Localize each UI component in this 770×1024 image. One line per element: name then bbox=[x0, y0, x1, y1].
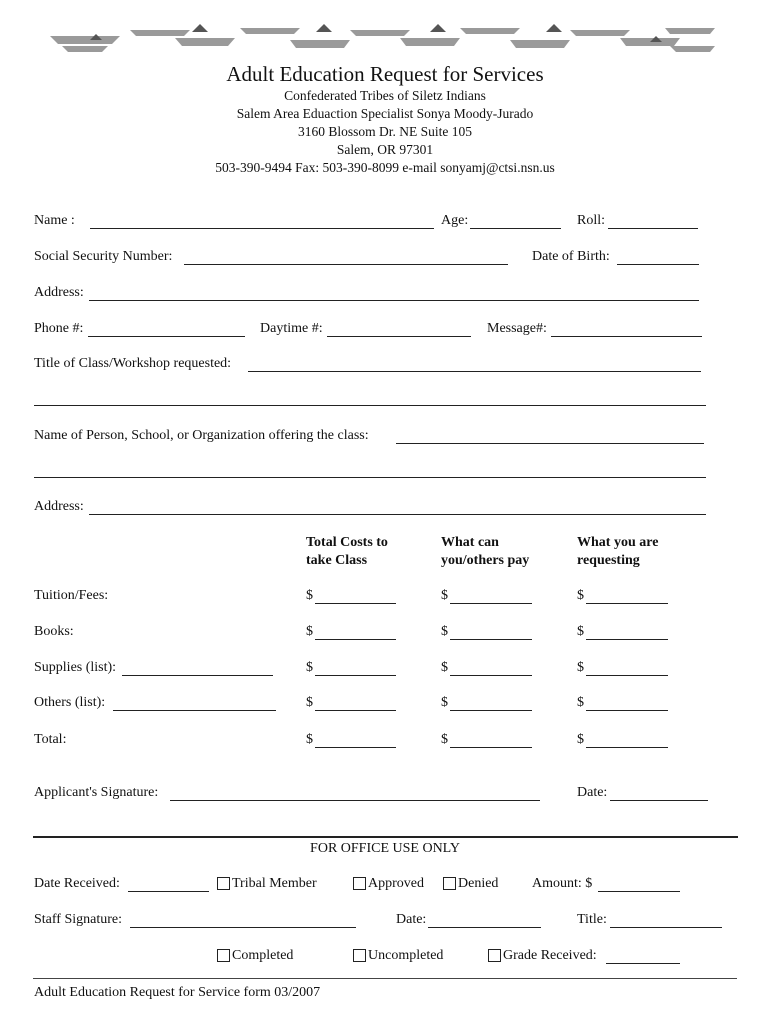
grade-received-label: Grade Received: bbox=[503, 948, 597, 963]
books-request-field[interactable] bbox=[586, 639, 668, 640]
class-title-field[interactable] bbox=[248, 371, 701, 372]
date-received-field[interactable] bbox=[128, 891, 209, 892]
city-address: Salem, OR 97301 bbox=[336, 142, 434, 157]
age-field[interactable] bbox=[470, 228, 561, 229]
class-title-field-line2[interactable] bbox=[34, 405, 706, 406]
street-address: 3160 Blossom Dr. NE Suite 105 bbox=[297, 124, 472, 139]
books-pay-field[interactable] bbox=[450, 639, 532, 640]
cost-row-label: Supplies (list): bbox=[34, 660, 117, 675]
dob-label: Date of Birth: bbox=[532, 249, 610, 264]
staff-signature-label: Staff Signature: bbox=[34, 912, 123, 927]
amount-field[interactable] bbox=[598, 891, 680, 892]
currency-symbol: $ bbox=[441, 732, 448, 747]
col-header-requesting: What you are requesting bbox=[577, 535, 659, 568]
daytime-field[interactable] bbox=[327, 336, 471, 337]
footer-divider bbox=[33, 978, 737, 979]
office-use-heading: FOR OFFICE USE ONLY bbox=[310, 841, 460, 856]
currency-symbol: $ bbox=[441, 588, 448, 603]
message-field[interactable] bbox=[551, 336, 702, 337]
office-date-label: Date: bbox=[396, 912, 427, 927]
address-label: Address: bbox=[34, 285, 84, 300]
provider-label: Name of Person, School, or Organization offering the class: bbox=[34, 428, 369, 443]
completed-label: Completed bbox=[232, 948, 294, 963]
phone-label: Phone #: bbox=[34, 321, 84, 336]
currency-symbol: $ bbox=[306, 732, 313, 747]
cost-row-label: Total: bbox=[34, 732, 67, 747]
message-label: Message#: bbox=[487, 321, 547, 336]
tuition-request-field[interactable] bbox=[586, 603, 668, 604]
supplies-list-field[interactable] bbox=[122, 675, 273, 676]
specialist-line: Salem Area Eduaction Specialist Sonya Moody-Jurado bbox=[236, 106, 534, 121]
ssn-field[interactable] bbox=[184, 264, 508, 265]
name-label: Name : bbox=[34, 213, 75, 228]
supplies-total-field[interactable] bbox=[315, 675, 396, 676]
approved-label: Approved bbox=[368, 876, 424, 891]
currency-symbol: $ bbox=[306, 660, 313, 675]
contact-line: 503-390-9494 Fax: 503-390-8099 e-mail sonyamj@ctsi.nsn.us bbox=[215, 160, 555, 175]
tuition-pay-field[interactable] bbox=[450, 603, 532, 604]
currency-symbol: $ bbox=[577, 660, 584, 675]
signature-date-label: Date: bbox=[577, 785, 608, 800]
office-title-label: Title: bbox=[577, 912, 607, 927]
form-title: Adult Education Request for Services bbox=[226, 62, 544, 86]
form-id: Adult Education Request for Service form 03/2007 bbox=[34, 985, 321, 1000]
denied-checkbox[interactable] bbox=[443, 877, 456, 890]
tribal-member-checkbox[interactable] bbox=[217, 877, 230, 890]
denied-label: Denied bbox=[458, 876, 499, 891]
col-header-total-costs: Total Costs to take Class bbox=[306, 535, 388, 568]
address-field[interactable] bbox=[89, 300, 699, 301]
currency-symbol: $ bbox=[577, 732, 584, 747]
tribal-member-label: Tribal Member bbox=[232, 876, 317, 891]
office-divider bbox=[33, 836, 738, 838]
provider-address-label: Address: bbox=[34, 499, 84, 514]
tuition-total-field[interactable] bbox=[315, 603, 396, 604]
date-received-label: Date Received: bbox=[34, 876, 120, 891]
col-header-can-pay: What can you/others pay bbox=[441, 535, 530, 568]
name-field[interactable] bbox=[90, 228, 434, 229]
cost-row-label: Tuition/Fees: bbox=[34, 588, 109, 603]
cost-row-label: Others (list): bbox=[34, 695, 106, 710]
roll-field[interactable] bbox=[608, 228, 698, 229]
total-total-field[interactable] bbox=[315, 747, 396, 748]
uncompleted-checkbox[interactable] bbox=[353, 949, 366, 962]
provider-address-field[interactable] bbox=[89, 514, 706, 515]
others-pay-field[interactable] bbox=[450, 710, 532, 711]
decorative-banner bbox=[50, 22, 715, 56]
currency-symbol: $ bbox=[441, 660, 448, 675]
org-name: Confederated Tribes of Siletz Indians bbox=[284, 88, 486, 103]
amount-label: Amount: $ bbox=[532, 876, 593, 891]
ssn-label: Social Security Number: bbox=[34, 249, 173, 264]
signature-date-field[interactable] bbox=[610, 800, 708, 801]
completed-checkbox[interactable] bbox=[217, 949, 230, 962]
office-title-field[interactable] bbox=[610, 927, 722, 928]
currency-symbol: $ bbox=[441, 695, 448, 710]
applicant-signature-label: Applicant's Signature: bbox=[34, 785, 159, 800]
provider-field[interactable] bbox=[396, 443, 704, 444]
books-total-field[interactable] bbox=[315, 639, 396, 640]
currency-symbol: $ bbox=[306, 695, 313, 710]
currency-symbol: $ bbox=[441, 624, 448, 639]
class-title-label: Title of Class/Workshop requested: bbox=[34, 356, 232, 371]
grade-received-checkbox[interactable] bbox=[488, 949, 501, 962]
cost-row-label: Books: bbox=[34, 624, 74, 639]
grade-received-field[interactable] bbox=[606, 963, 680, 964]
phone-field[interactable] bbox=[88, 336, 245, 337]
roll-label: Roll: bbox=[577, 213, 606, 228]
currency-symbol: $ bbox=[577, 695, 584, 710]
supplies-pay-field[interactable] bbox=[450, 675, 532, 676]
staff-signature-field[interactable] bbox=[130, 927, 356, 928]
supplies-request-field[interactable] bbox=[586, 675, 668, 676]
approved-checkbox[interactable] bbox=[353, 877, 366, 890]
provider-field-line2[interactable] bbox=[34, 477, 706, 478]
daytime-label: Daytime #: bbox=[260, 321, 323, 336]
dob-field[interactable] bbox=[617, 264, 699, 265]
currency-symbol: $ bbox=[306, 588, 313, 603]
total-request-field[interactable] bbox=[586, 747, 668, 748]
total-pay-field[interactable] bbox=[450, 747, 532, 748]
office-date-field[interactable] bbox=[428, 927, 541, 928]
currency-symbol: $ bbox=[577, 588, 584, 603]
currency-symbol: $ bbox=[306, 624, 313, 639]
uncompleted-label: Uncompleted bbox=[368, 948, 444, 963]
age-label: Age: bbox=[441, 213, 469, 228]
applicant-signature-field[interactable] bbox=[170, 800, 540, 801]
others-total-field[interactable] bbox=[315, 710, 396, 711]
others-request-field[interactable] bbox=[586, 710, 668, 711]
others-list-field[interactable] bbox=[113, 710, 276, 711]
currency-symbol: $ bbox=[577, 624, 584, 639]
